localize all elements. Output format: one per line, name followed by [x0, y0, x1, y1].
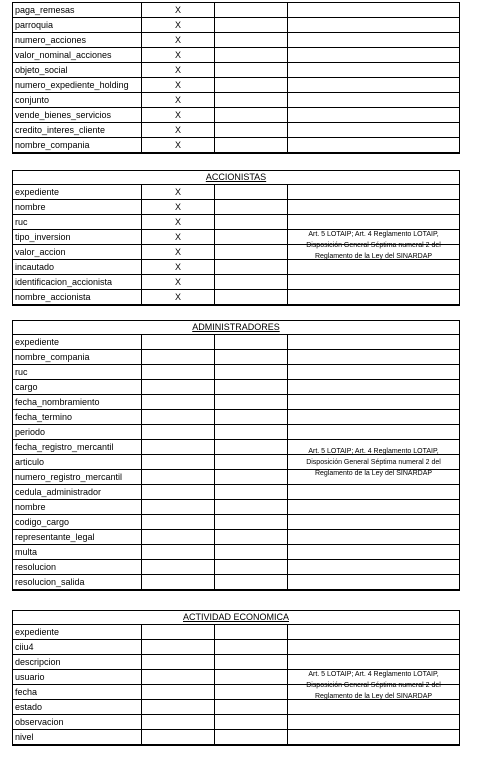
empty-cell — [215, 275, 288, 289]
field-name: objeto_social — [13, 63, 142, 77]
empty-cell — [215, 455, 288, 469]
mark-cell: X — [142, 3, 215, 17]
field-name: expediente — [13, 625, 142, 639]
field-name: nombre — [13, 200, 142, 214]
empty-cell — [215, 655, 288, 669]
empty-cell — [215, 560, 288, 574]
mark-cell — [142, 470, 215, 484]
empty-cell — [215, 380, 288, 394]
empty-cell — [215, 485, 288, 499]
field-name: expediente — [13, 185, 142, 199]
empty-cell — [215, 215, 288, 229]
mark-cell — [142, 685, 215, 699]
field-name: numero_acciones — [13, 33, 142, 47]
mark-cell — [142, 515, 215, 529]
field-name: numero_registro_mercantil — [13, 470, 142, 484]
field-name: fecha_nombramiento — [13, 395, 142, 409]
section-title: ADMINISTRADORES — [13, 321, 459, 335]
field-name: valor_nominal_acciones — [13, 48, 142, 62]
empty-cell — [215, 63, 288, 77]
field-name: parroquia — [13, 18, 142, 32]
empty-cell — [215, 685, 288, 699]
legal-basis-text — [288, 3, 459, 153]
mark-cell: X — [142, 123, 215, 137]
empty-cell — [215, 425, 288, 439]
mark-cell: X — [142, 230, 215, 244]
field-name: fecha_registro_mercantil — [13, 440, 142, 454]
mark-cell: X — [142, 93, 215, 107]
field-name: articulo — [13, 455, 142, 469]
mark-cell: X — [142, 245, 215, 259]
field-name: tipo_inversion — [13, 230, 142, 244]
field-name: descripcion — [13, 655, 142, 669]
mark-cell — [142, 575, 215, 589]
empty-cell — [215, 200, 288, 214]
mark-cell — [142, 395, 215, 409]
field-name: cedula_administrador — [13, 485, 142, 499]
mark-cell — [142, 485, 215, 499]
legal-basis-text: Art. 5 LOTAIP; Art. 4 Reglamento LOTAIP, Disposición General Séptima numeral 2 del Reglamento de la Ley del SINARDAP — [306, 448, 441, 477]
field-name: estado — [13, 700, 142, 714]
mark-cell — [142, 560, 215, 574]
empty-cell — [215, 670, 288, 684]
field-name: nombre_compania — [13, 350, 142, 364]
section-title: ACCIONISTAS — [13, 171, 459, 185]
mark-cell — [142, 365, 215, 379]
empty-cell — [215, 410, 288, 424]
mark-cell: X — [142, 290, 215, 304]
field-name: ciiu4 — [13, 640, 142, 654]
mark-cell — [142, 440, 215, 454]
field-name: nombre_accionista — [13, 290, 142, 304]
empty-cell — [215, 335, 288, 349]
mark-cell — [142, 380, 215, 394]
empty-cell — [215, 230, 288, 244]
field-name: paga_remesas — [13, 3, 142, 17]
field-name: conjunto — [13, 93, 142, 107]
mark-cell: X — [142, 48, 215, 62]
empty-cell — [215, 290, 288, 304]
field-name: usuario — [13, 670, 142, 684]
field-name: nombre_compania — [13, 138, 142, 152]
mark-cell: X — [142, 275, 215, 289]
mark-cell: X — [142, 108, 215, 122]
table-body — [13, 185, 459, 305]
field-name: resolucion — [13, 560, 142, 574]
mark-cell — [142, 410, 215, 424]
field-name: representante_legal — [13, 530, 142, 544]
empty-cell — [215, 48, 288, 62]
empty-cell — [215, 530, 288, 544]
table-body — [13, 3, 459, 153]
empty-cell — [215, 108, 288, 122]
empty-cell — [215, 700, 288, 714]
mark-cell: X — [142, 260, 215, 274]
mark-cell — [142, 455, 215, 469]
section-title: ACTIVIDAD ECONOMICA — [13, 611, 459, 625]
field-name: expediente — [13, 335, 142, 349]
empty-cell — [215, 18, 288, 32]
empty-cell — [215, 625, 288, 639]
mark-cell — [142, 700, 215, 714]
mark-cell — [142, 530, 215, 544]
mark-cell: X — [142, 33, 215, 47]
table-continuation — [12, 2, 460, 154]
field-name: fecha — [13, 685, 142, 699]
mark-cell: X — [142, 78, 215, 92]
mark-cell: X — [142, 63, 215, 77]
empty-cell — [215, 78, 288, 92]
mark-cell: X — [142, 138, 215, 152]
mark-cell — [142, 425, 215, 439]
mark-cell: X — [142, 185, 215, 199]
empty-cell — [215, 185, 288, 199]
empty-cell — [215, 3, 288, 17]
empty-cell — [215, 640, 288, 654]
field-name: nombre — [13, 500, 142, 514]
field-name: observacion — [13, 715, 142, 729]
empty-cell — [215, 515, 288, 529]
field-name: ruc — [13, 215, 142, 229]
empty-cell — [215, 350, 288, 364]
empty-cell — [215, 730, 288, 744]
field-name: resolucion_salida — [13, 575, 142, 589]
empty-cell — [215, 395, 288, 409]
empty-cell — [215, 33, 288, 47]
empty-cell — [215, 365, 288, 379]
empty-cell — [215, 500, 288, 514]
mark-cell — [142, 670, 215, 684]
empty-cell — [215, 575, 288, 589]
field-name: codigo_cargo — [13, 515, 142, 529]
empty-cell — [215, 440, 288, 454]
field-name: valor_accion — [13, 245, 142, 259]
field-name: cargo — [13, 380, 142, 394]
mark-cell — [142, 545, 215, 559]
field-name: nivel — [13, 730, 142, 744]
mark-cell — [142, 500, 215, 514]
empty-cell — [215, 470, 288, 484]
table-administradores — [12, 320, 460, 591]
table-accionistas — [12, 170, 460, 306]
mark-cell: X — [142, 200, 215, 214]
field-name: vende_bienes_servicios — [13, 108, 142, 122]
mark-cell — [142, 655, 215, 669]
mark-cell — [142, 730, 215, 744]
field-name: numero_expediente_holding — [13, 78, 142, 92]
field-name: incautado — [13, 260, 142, 274]
field-name: identificacion_accionista — [13, 275, 142, 289]
empty-cell — [215, 123, 288, 137]
mark-cell — [142, 625, 215, 639]
field-name: multa — [13, 545, 142, 559]
legal-basis-text: Art. 5 LOTAIP; Art. 4 Reglamento LOTAIP, Disposición General Séptima numeral 2 del Reglamento de la Ley del SINARDAP — [306, 230, 441, 260]
empty-cell — [215, 138, 288, 152]
empty-cell — [215, 260, 288, 274]
table-actividad-economica — [12, 610, 460, 746]
mark-cell — [142, 335, 215, 349]
empty-cell — [215, 93, 288, 107]
legal-basis-text: Art. 5 LOTAIP; Art. 4 Reglamento LOTAIP, Disposición General Séptima numeral 2 del Reglamento de la Ley del SINARDAP — [306, 670, 441, 700]
mark-cell — [142, 350, 215, 364]
field-name: ruc — [13, 365, 142, 379]
mark-cell: X — [142, 18, 215, 32]
mark-cell — [142, 715, 215, 729]
empty-cell — [215, 715, 288, 729]
table-body — [13, 335, 459, 590]
empty-cell — [215, 245, 288, 259]
mark-cell — [142, 640, 215, 654]
field-name: credito_interes_cliente — [13, 123, 142, 137]
empty-cell — [215, 545, 288, 559]
field-name: periodo — [13, 425, 142, 439]
field-name: fecha_termino — [13, 410, 142, 424]
table-body — [13, 625, 459, 745]
mark-cell: X — [142, 215, 215, 229]
